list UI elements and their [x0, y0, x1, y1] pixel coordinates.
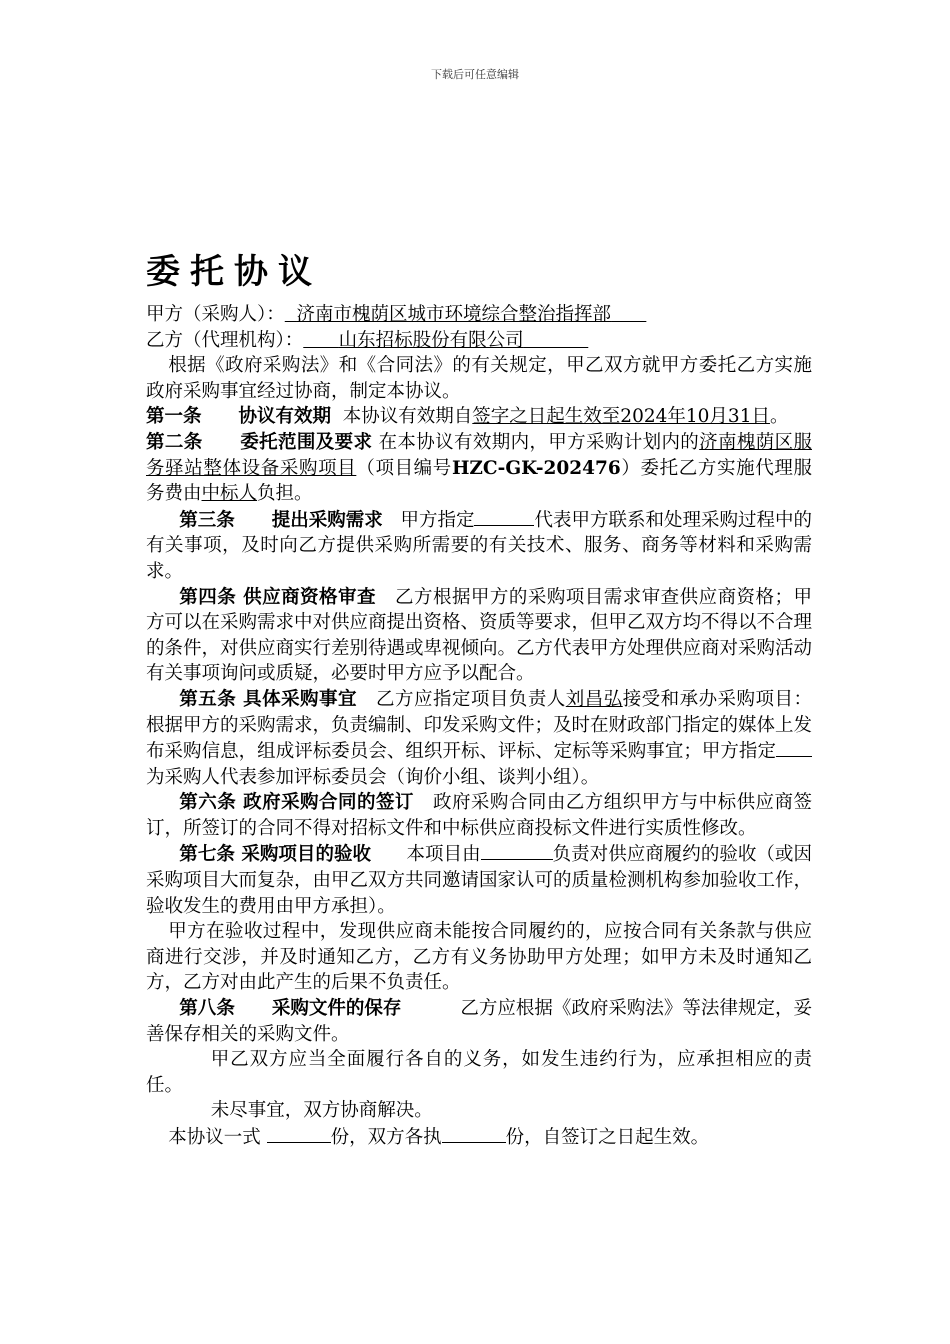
header-note: 下载后可任意编辑 [431, 68, 519, 81]
article-3-title: 第三条 提出采购需求 [179, 509, 383, 531]
document-title: 委托协议 [146, 252, 322, 292]
article-3: 第三条 提出采购需求 甲方指定 代表甲方联系和处理采购过程中的有关事项，及时向乙方提供采购所需要的有关技术、服务、商务等材料和采购需求。 [146, 507, 812, 585]
project-name: 济南槐荫区服务驿站整体设备采购项目 [146, 431, 812, 479]
article-6: 第六条 政府采购合同的签订 政府采购合同由乙方组织甲方与中标供应商签订，所签订的合同不得对招标文件和中标供应商投标文件进行实质性修改。 [146, 792, 812, 839]
obligation-paragraph: 甲乙双方应当全面履行各自的义务，如发生违约行为，应承担相应的责任。 [146, 1049, 812, 1096]
article-8: 第八条 采购文件的保存 乙方应根据《政府采购法》等法律规定，妥善保存相关的采购文件。 [146, 998, 812, 1045]
party-a-value: 济南市槐荫区城市环境综合整治指挥部 [296, 304, 612, 325]
party-a-label: 甲方（采购人）： [146, 304, 285, 325]
article-7: 第七条 采购项目的验收 本项目由 负责对供应商履约的验收（或因采购项目大而复杂，由甲乙双方共同邀请国家认可的质量检测机构参加验收工作，验收发生的费用由甲方承担）。 [146, 841, 812, 919]
article-1-text: 本协议有效期自 [342, 406, 473, 428]
copies-total-blank[interactable] [267, 1124, 331, 1143]
representative-blank[interactable] [776, 738, 812, 757]
article-5-title: 第五条 具体采购事宜 [179, 688, 357, 710]
copies-paragraph: 本协议一式 份，双方各执 份，自签订之日起生效。 [146, 1124, 812, 1151]
party-b-label: 乙方（代理机构）： [146, 329, 304, 351]
party-a-line [146, 302, 812, 328]
unresolved-paragraph: 未尽事宜，双方协商解决。 [210, 1100, 433, 1122]
agreement-document [146, 250, 812, 1151]
project-manager: 刘昌弘 [565, 688, 623, 710]
article-8-title: 第八条 采购文件的保存 [179, 998, 402, 1020]
party-b-line [146, 328, 812, 354]
article-7-para-2: 甲方在验收过程中，发现供应商未能按合同履约的，应按合同有关条款与供应商进行交涉，并及时通知乙方，乙方有义务协助甲方处理；如甲方未及时通知乙方，乙方对由此产生的后果不负责任。 [146, 921, 812, 994]
article-4-title: 第四条 供应商资格审查 [179, 586, 376, 608]
article-1-term: 签字之日起生效至2024年10月31日 [472, 406, 770, 428]
intro-paragraph: 根据《政府采购法》和《合同法》的有关规定，甲乙双方就甲方委托乙方实施政府采购事宜经过协商，制定本协议。 [146, 355, 812, 402]
article-6-title: 第六条 政府采购合同的签订 [179, 792, 414, 814]
party-b-value: 山东招标股份有限公司 [338, 329, 524, 351]
copies-each-blank[interactable] [442, 1124, 506, 1143]
article-2-title: 第二条 委托范围及要求 [146, 431, 373, 453]
fee-payer: 中标人 [201, 483, 258, 505]
article-7-title: 第七条 采购项目的验收 [179, 844, 372, 866]
article-1: 第一条 协议有效期 本协议有效期自签字之日起生效至2024年10月31日。 [146, 406, 789, 428]
article-5: 第五条 具体采购事宜 乙方应指定项目负责人刘昌弘接受和承办采购项目：根据甲方的采购需求，负责编制、印发采购文件；及时在财政部门指定的媒体上发布采购信息，组成评标委员会、组织开标、评标、定标等采购事宜；甲方指定为采购人代表参加评标委员会（询价小组、谈判小组）。 [146, 688, 813, 788]
project-code: HZC-GK-202476 [451, 457, 621, 479]
article-4: 第四条 供应商资格审查 乙方根据甲方的采购项目需求审查供应商资格；甲方可以在采购需求中对供应商提出资格、资质等要求，但甲乙双方均不得以不合理的条件，对供应商实行差别待遇或卑视倾向。乙方代表甲方处理供应商对采购活动有关事项询问或质疑，必要时甲方应予以配合。 [146, 586, 813, 685]
article-1-title: 第一条 协议有效期 [146, 406, 332, 428]
contact-blank[interactable] [474, 507, 534, 526]
article-2: 第二条 委托范围及要求 在本协议有效期内，甲方采购计划内的济南槐荫区服务驿站整体设备采购项目（项目编号HZC-GK-202476）委托乙方实施代理服务费由中标人负担。 [146, 431, 812, 505]
acceptance-blank[interactable] [481, 841, 553, 860]
